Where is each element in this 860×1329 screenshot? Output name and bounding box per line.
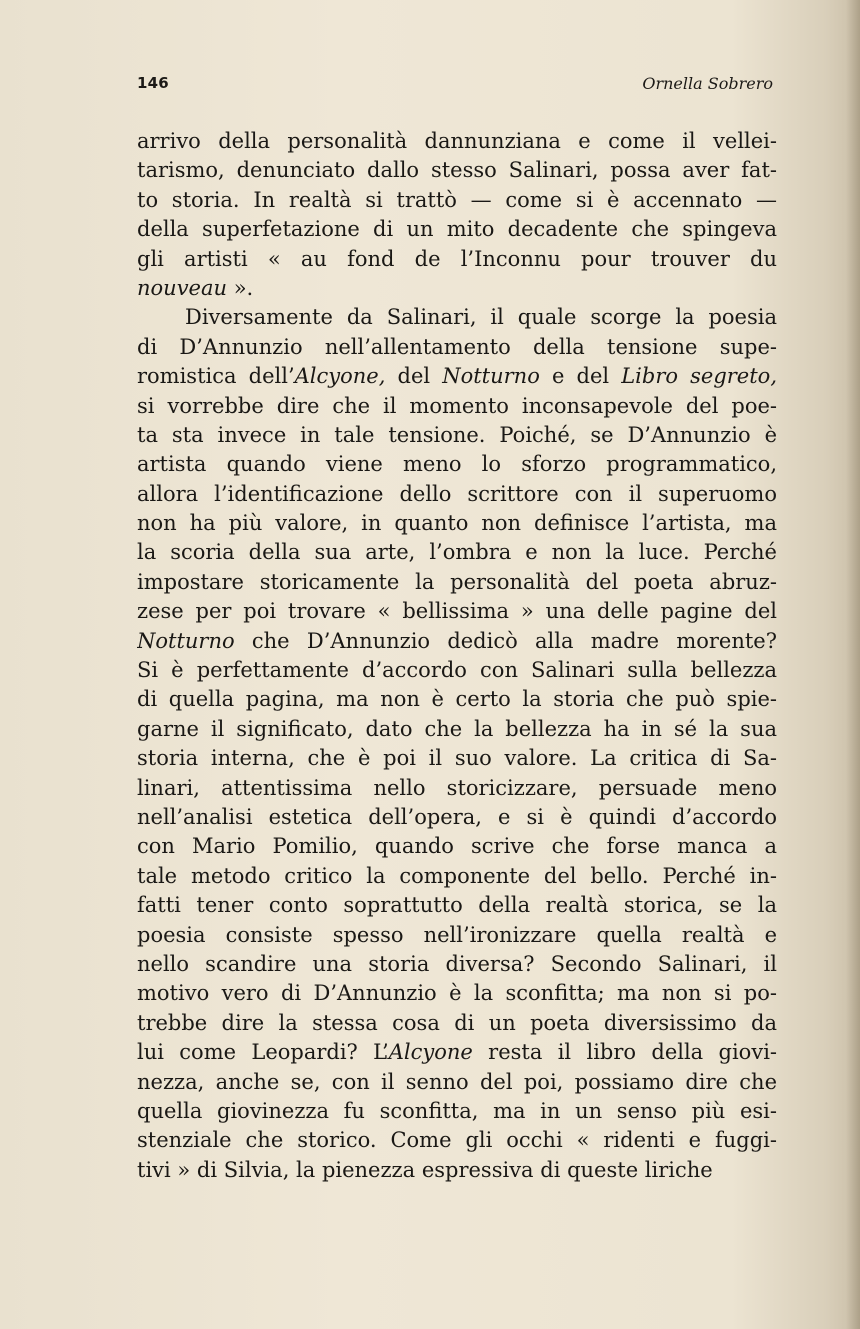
text-run: la scoria della sua arte, l’ombra e non la luce. Perché xyxy=(137,540,777,565)
text-line xyxy=(137,1068,777,1097)
text-run: artista quando viene meno lo sforzo programmatico, xyxy=(137,452,777,477)
italic-title: Notturno xyxy=(442,364,540,389)
text-line xyxy=(137,774,777,803)
text-line xyxy=(137,303,777,332)
text-line xyxy=(137,480,777,509)
text-run: non ha più valore, in quanto non definisce l’artista, ma xyxy=(137,511,777,536)
text-run: Si è perfettamente d’accordo con Salinari sulla bellezza xyxy=(137,658,777,683)
italic-title: Libro segreto, xyxy=(621,364,777,389)
text-run: resta il libro della giovi- xyxy=(472,1040,777,1065)
text-run: Diversamente da Salinari, il quale scorge la poesia xyxy=(185,305,777,330)
text-line xyxy=(137,1156,777,1185)
text-line xyxy=(137,568,777,597)
text-run: della superfetazione di un mito decadente che spingeva xyxy=(137,217,777,242)
text-run: to storia. In realtà si trattò — come si è accennato — xyxy=(137,187,777,212)
text-run: nell’analisi estetica dell’opera, e si è quindi d’accordo xyxy=(137,804,777,829)
text-line xyxy=(137,979,777,1008)
text-line xyxy=(137,597,777,626)
text-line xyxy=(137,333,777,362)
text-run: allora l’identificazione dello scrittore con il superuomo xyxy=(137,481,777,506)
text-line xyxy=(137,274,777,303)
text-run: romistica dell’ xyxy=(137,364,295,389)
italic-title: Alcyone, xyxy=(294,364,386,389)
text-line xyxy=(137,685,777,714)
text-run: fatti tener conto soprattutto della realtà storica, se la xyxy=(137,893,777,918)
text-run: tarismo, denunciato dallo stesso Salinari, possa aver fat- xyxy=(137,158,777,183)
text-run: linari, attentissima nello storicizzare, persuade meno xyxy=(137,775,777,800)
text-line xyxy=(137,362,777,391)
text-line xyxy=(137,1097,777,1126)
text-line xyxy=(137,421,777,450)
italic-title: Alcyone xyxy=(388,1040,473,1065)
text-line xyxy=(137,509,777,538)
text-run: nello scandire una storia diversa? Secondo Salinari, il xyxy=(137,951,777,976)
text-line xyxy=(137,891,777,920)
text-line xyxy=(137,1038,777,1067)
text-run: di quella pagina, ma non è certo la storia che può spie- xyxy=(137,687,777,712)
text-run: gli artisti « au fond de l’Inconnu pour trouver du xyxy=(137,246,777,271)
text-line xyxy=(137,215,777,244)
text-run: storia interna, che è poi il suo valore. La critica di Sa- xyxy=(137,746,777,771)
text-run: quella giovinezza fu sconfitta, ma in un senso più esi- xyxy=(137,1098,777,1123)
text-line xyxy=(137,450,777,479)
italic-title: nouveau xyxy=(137,275,228,300)
text-run: tale metodo critico la componente del bello. Perché in- xyxy=(137,863,777,888)
text-line xyxy=(137,127,777,156)
text-run: tivi » di Silvia, la pienezza espressiva di queste liriche xyxy=(137,1157,713,1182)
text-line xyxy=(137,862,777,891)
text-run: che D’Annunzio dedicò alla madre morente? xyxy=(234,628,777,653)
text-line xyxy=(137,921,777,950)
text-run: ». xyxy=(227,275,254,300)
text-run: di D’Annunzio nell’allentamento della tensione supe- xyxy=(137,334,777,359)
body-text xyxy=(137,127,777,1185)
text-line xyxy=(137,715,777,744)
text-run: lui come Leopardi? L’ xyxy=(137,1040,389,1065)
text-line xyxy=(137,950,777,979)
text-run: poesia consiste spesso nell’ironizzare quella realtà e xyxy=(137,922,777,947)
text-line xyxy=(137,1009,777,1038)
text-run: impostare storicamente la personalità del poeta abruz- xyxy=(137,569,777,594)
text-line xyxy=(137,627,777,656)
page-edge-shadow xyxy=(846,0,860,1329)
text-run: trebbe dire la stessa cosa di un poeta diversissimo da xyxy=(137,1010,777,1035)
page-header xyxy=(137,74,773,100)
text-line xyxy=(137,1126,777,1155)
italic-title: Notturno xyxy=(137,628,235,653)
text-line xyxy=(137,832,777,861)
text-run: ta sta invece in tale tensione. Poiché, se D’Annunzio è xyxy=(137,422,777,447)
text-run: si vorrebbe dire che il momento inconsapevole del poe- xyxy=(137,393,777,418)
text-run: nezza, anche se, con il senno del poi, possiamo dire che xyxy=(137,1069,777,1094)
text-line xyxy=(137,656,777,685)
text-line xyxy=(137,744,777,773)
text-run: zese per poi trovare « bellissima » una delle pagine del xyxy=(137,599,777,624)
text-run: arrivo della personalità dannunziana e come il vellei- xyxy=(137,129,777,153)
text-line xyxy=(137,538,777,567)
text-run: con Mario Pomilio, quando scrive che forse manca a xyxy=(137,834,777,859)
text-line xyxy=(137,392,777,421)
text-line xyxy=(137,803,777,832)
running-head-author: Ornella Sobrero xyxy=(642,74,773,93)
text-run: garne il significato, dato che la bellezza ha in sé la sua xyxy=(137,716,777,741)
text-line xyxy=(137,156,777,185)
text-line xyxy=(137,245,777,274)
text-run: del xyxy=(385,364,443,389)
text-run: motivo vero di D’Annunzio è la sconfitta; ma non si po- xyxy=(137,981,777,1006)
text-line xyxy=(137,186,777,215)
text-run: stenziale che storico. Come gli occhi « ridenti e fuggi- xyxy=(137,1128,777,1153)
text-run: e del xyxy=(539,364,622,389)
page-number: 146 xyxy=(137,74,169,92)
